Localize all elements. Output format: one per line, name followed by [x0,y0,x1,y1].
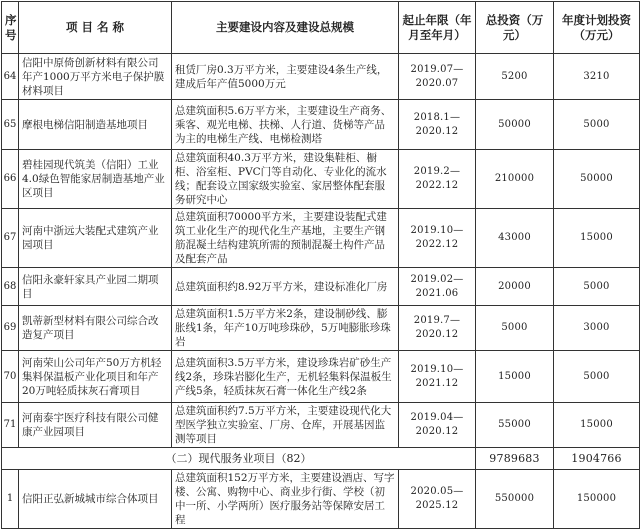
row-no: 65 [2,100,19,150]
row-period: 2019.07—2020.07 [399,54,476,100]
row-period: 2019.02—2021.06 [399,268,476,306]
row-content: 租赁厂房0.3万平方米，主要建设4条生产线，建成后年产值5000万元 [172,54,399,100]
row-content: 总建筑面积40.3万平方米，建设集鞋柜、橱柜、浴室柜、PVC门等自动化、专业化的流水线；配套设立国家级实验室、家居整体配套服务研究中心 [172,150,399,209]
investment-table [1,1,640,529]
table-row [2,209,640,268]
row-annual: 50000 [554,150,640,209]
header-seq: 序号 [2,2,19,54]
row-no: 68 [2,268,19,306]
row-no: 69 [2,306,19,351]
row-annual: 5000 [554,268,640,306]
row-content: 总建筑面积3.5万平方米，建设珍珠岩矿砂生产线2条，珍珠岩膨化生产，无机轻集料保温板生产线5条，轻质抹灰石膏一体化生产线2条 [172,351,399,403]
row-total: 20000 [476,268,554,306]
row-name: 河南中浙远大装配式建筑产业园项目 [19,209,172,268]
row-name: 信阳正弘新城城市综合体项目 [19,470,172,529]
category-row [2,448,640,470]
row-name: 河南荣山公司年产50万方机轻集料保温板产业化项目和年产20万吨轻质抹灰石膏项目 [19,351,172,403]
row-content: 总建筑面积70000平方米，主要建设装配式建筑工业化生产的现代化生产基地，主要生产钢筋混凝土结构建筑所需的预制混凝土构件产品及配套产品 [172,209,399,268]
row-content: 总建筑面积约7.5万平方米，主要建设现代化大型医学独立实验室、厂房、仓库，开展基因监测等项目 [172,403,399,448]
row-annual: 150000 [554,470,640,529]
table-row [2,306,640,351]
row-name: 凯蒂新型材料有限公司综合改造复产项目 [19,306,172,351]
row-period: 2018.1—2020.12 [399,100,476,150]
row-annual: 5000 [554,351,640,403]
row-period: 2019.10—2022.12 [399,209,476,268]
header-name: 项 目 名 称 [19,2,172,54]
row-name: 碧桂园现代筑美（信阳）工业4.0绿色智能家居制造基地产业区项目 [19,150,172,209]
row-annual: 5000 [554,100,640,150]
row-period: 2020.05—2025.12 [399,470,476,529]
row-total: 55000 [476,403,554,448]
row-annual: 3000 [554,306,640,351]
header-total: 总投资（万元） [476,2,554,54]
row-no: 64 [2,54,19,100]
row-name: 信阳永豪轩家具产业园二期项目 [19,268,172,306]
row-annual: 15000 [554,403,640,448]
header-row [2,2,640,54]
row-annual: 3210 [554,54,640,100]
row-no: 66 [2,150,19,209]
row-content: 总建筑面积1.5万平方米2条，建设制砂线、膨胀线1条，年产10万吨珍珠砂，5万吨膨胀珍珠岩 [172,306,399,351]
header-annual: 年度计划投资（万元） [554,2,640,54]
category-label: （二）现代服务业项目（82） [2,448,476,470]
category-total: 9789683 [476,448,554,470]
row-period: 2019.7—2020.12 [399,306,476,351]
row-no: 67 [2,209,19,268]
row-total: 43000 [476,209,554,268]
table-row [2,268,640,306]
row-content: 总建筑面积5.6万平方米，主要建设生产商务、乘客、观光电梯、扶梯、人行道、货梯等产品为主的电梯生产线、电梯检测塔 [172,100,399,150]
row-total: 5200 [476,54,554,100]
category-annual: 1904766 [554,448,640,470]
row-no: 71 [2,403,19,448]
table-row [2,351,640,403]
row-name: 信阳中原倚创新材料有限公司年产1000万平方米电子保护膜材料项目 [19,54,172,100]
row-content: 总建筑面积152万平方米，主要建设酒店、写字楼、公寓、购物中心、商业步行街、学校（初中一所、小学两所）医疗服务站等保障安居工程 [172,470,399,529]
row-total: 5000 [476,306,554,351]
table-row [2,470,640,529]
row-name: 摩根电梯信阳制造基地项目 [19,100,172,150]
row-period: 2019.2—2022.12 [399,150,476,209]
header-period: 起止年限（年月至年月） [399,2,476,54]
row-total: 550000 [476,470,554,529]
table-row [2,54,640,100]
table-row [2,150,640,209]
row-total: 210000 [476,150,554,209]
table-row [2,100,640,150]
table-row [2,403,640,448]
row-no: 70 [2,351,19,403]
row-name: 河南泰宇医疗科技有限公司健康产业园项目 [19,403,172,448]
row-content: 总建筑面积约8.92万平方米，建设标准化厂房 [172,268,399,306]
row-total: 15000 [476,351,554,403]
row-period: 2019.04—2020.12 [399,403,476,448]
row-no: 1 [2,470,19,529]
header-content: 主要建设内容及建设总规模 [172,2,399,54]
row-annual: 15000 [554,209,640,268]
row-total: 50000 [476,100,554,150]
row-period: 2019.10—2021.12 [399,351,476,403]
